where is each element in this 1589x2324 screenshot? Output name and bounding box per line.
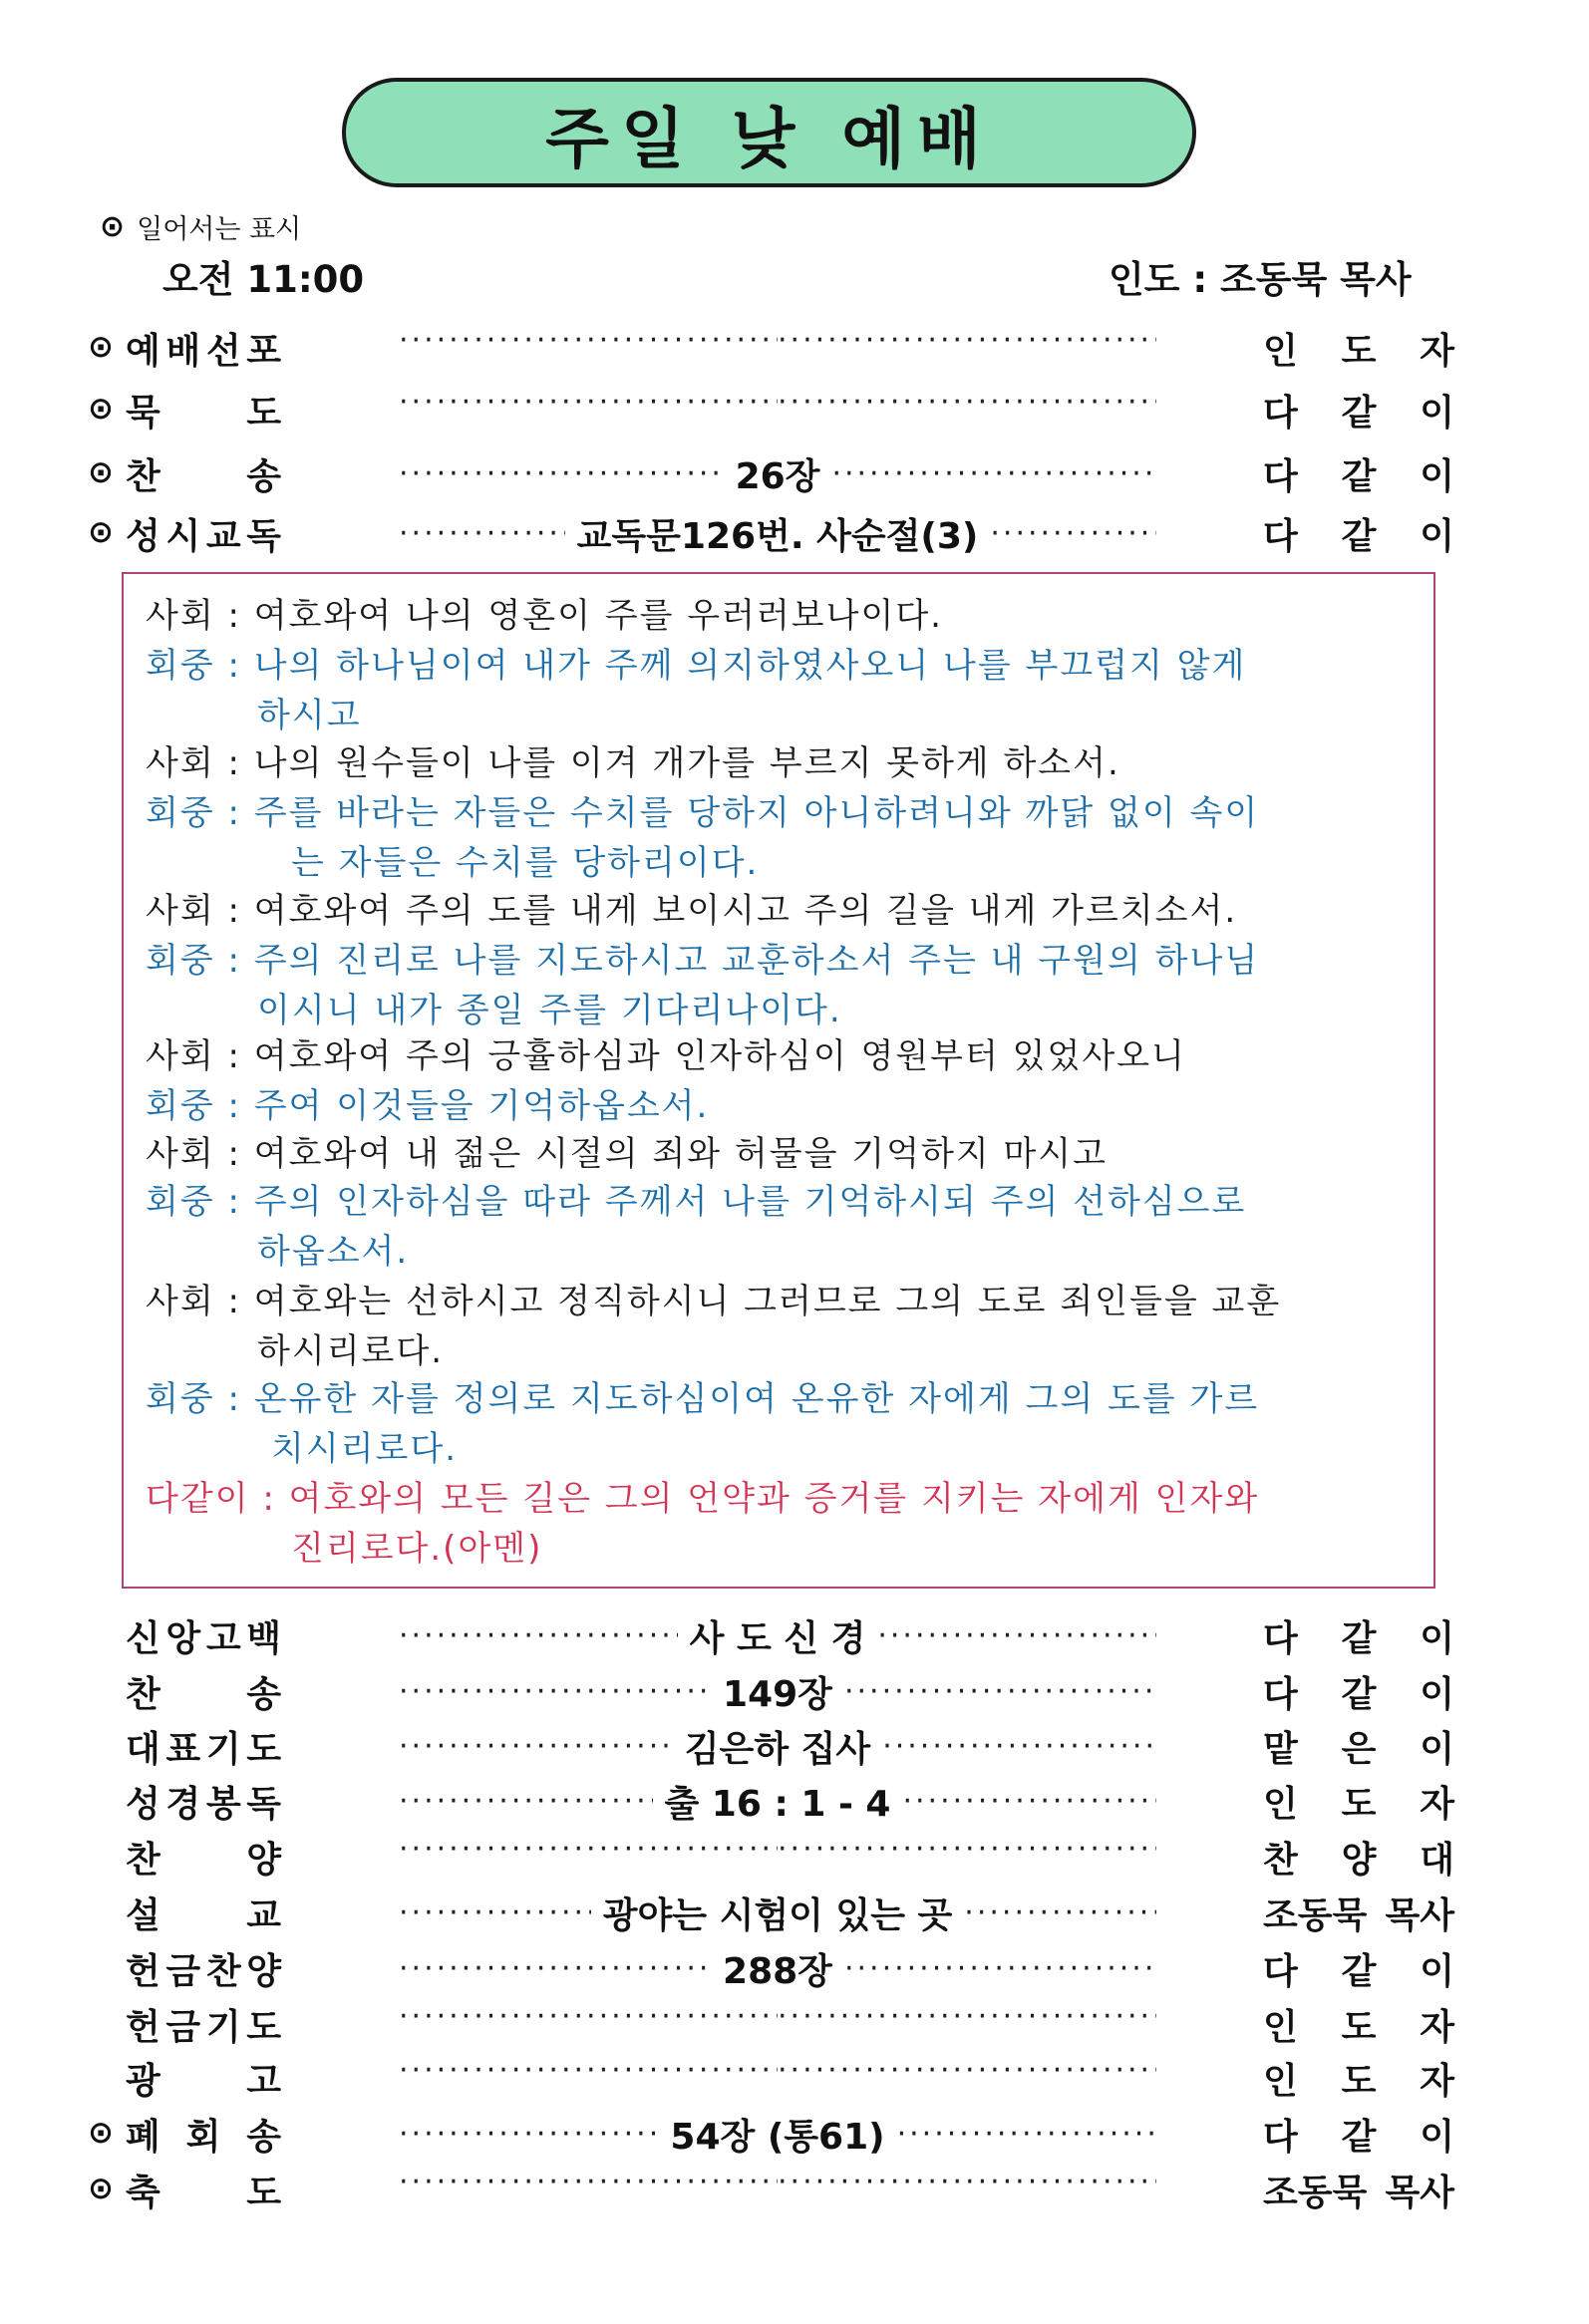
order-item-person: 맡 은 이: [1263, 1729, 1454, 1770]
reading-line: 이시니 내가 종일 주를 기다리나이다.: [257, 991, 842, 1030]
page-title: 주일 낮 예배: [545, 100, 993, 177]
order-item-detail: [399, 323, 1156, 358]
order-item: [0, 1664, 1589, 1716]
dot-leader: [902, 1784, 1156, 1819]
order-item-label: 예 배 선 포: [126, 331, 281, 372]
reading-line: 회중 : 주의 인자하심을 따라 주께서 나를 기억하시되 주의 선하심으로: [146, 1182, 1247, 1222]
order-item-detail: [399, 1610, 1156, 1661]
order-item-person: 다 같 이: [1263, 456, 1454, 497]
reading-line: 회중 : 나의 하나님이여 내가 주께 의지하였사오니 나를 부끄럽지 않게: [146, 646, 1247, 686]
dot-leader: [882, 1729, 1156, 1764]
dot-leader: [897, 2117, 1156, 2152]
order-item-person: 다 같 이: [1263, 2117, 1454, 2158]
order-item-person: 다 같 이: [1263, 1674, 1454, 1715]
reading-line: 회중 : 주를 바라는 자들은 수치를 당하지 아니하려니와 까닭 없이 속이: [146, 793, 1260, 833]
order-item-value: 김은하 집사: [684, 1729, 871, 1770]
order-item-label: 찬 양: [126, 1840, 281, 1881]
dot-leader: [990, 516, 1156, 551]
dot-leader: [399, 2165, 778, 2199]
order-item: [0, 506, 1589, 558]
dot-leader: [399, 385, 778, 420]
order-item-person: 조동묵 목사: [1263, 1895, 1454, 1936]
order-item-label: 축 도: [126, 2173, 281, 2213]
reading-line: 는 자들은 수치를 당하리이다.: [291, 843, 760, 883]
dot-leader: [778, 323, 1156, 358]
order-item: [0, 1997, 1589, 2049]
order-item-person: 인 도 자: [1263, 2061, 1454, 2102]
dot-leader: [844, 1951, 1156, 1986]
order-item-person: 다 같 이: [1263, 1951, 1454, 1992]
reading-line: 다같이 : 여호와의 모든 길은 그의 언약과 증거를 지키는 자에게 인자와: [146, 1479, 1260, 1519]
reading-line: 사회 : 여호와여 내 젊은 시절의 죄와 허물을 기억하지 마시고: [146, 1134, 1108, 1174]
dot-leader: [778, 1832, 1156, 1867]
dot-leader: [399, 323, 778, 358]
order-item: [0, 2107, 1589, 2159]
reading-line: 사회 : 여호와는 선하시고 정직하시니 그러므로 그의 도로 죄인들을 교훈: [146, 1282, 1282, 1321]
reading-line: 사회 : 여호와여 주의 도를 내게 보이시고 주의 길을 내게 가르치소서.: [146, 891, 1238, 931]
dot-leader: [399, 1895, 591, 1930]
order-item-label: 폐 회 송: [126, 2117, 281, 2158]
order-item-value: 출 16 : 1 - 4: [664, 1784, 891, 1825]
dot-leader: [399, 2117, 658, 2152]
dot-leader: [399, 1729, 673, 1764]
order-item: [0, 1886, 1589, 1937]
title-banner: [342, 78, 1196, 187]
order-item-detail: [399, 2165, 1156, 2199]
dot-leader: [399, 1999, 778, 2034]
order-item: [0, 2051, 1589, 2103]
reading-line: 회중 : 주여 이것들을 기억하옵소서.: [146, 1086, 710, 1126]
dot-leader: [778, 2053, 1156, 2088]
reading-line: 하시고: [257, 696, 362, 735]
order-item-label: 광 고: [126, 2061, 281, 2102]
order-item-person: 찬 양 대: [1263, 1840, 1454, 1881]
dot-leader: [399, 516, 565, 551]
order-item-label: 헌 금 찬 양: [126, 1951, 281, 1992]
order-item-detail: [399, 1776, 1156, 1827]
order-item: [0, 1608, 1589, 1660]
responsive-reading-box: [122, 572, 1435, 1589]
reading-line: 회중 : 주의 진리로 나를 지도하시고 교훈하소서 주는 내 구원의 하나님: [146, 941, 1260, 981]
order-item-value: 광야는 시험이 있는 곳: [602, 1895, 953, 1936]
standing-mark-icon: ⊙: [88, 454, 114, 490]
order-item-detail: [399, 448, 1156, 499]
order-item-label: 대 표 기 도: [126, 1729, 281, 1770]
order-item-label: 성 경 봉 독: [126, 1784, 281, 1825]
order-item-label: 헌 금 기 도: [126, 2007, 281, 2048]
standing-mark-icon: ⊙: [100, 208, 126, 244]
standing-mark-icon: ⊙: [88, 514, 114, 550]
order-item-person: 조동묵 목사: [1263, 2173, 1454, 2213]
order-item-detail: [399, 1999, 1156, 2034]
standing-mark-icon: ⊙: [88, 2115, 114, 2151]
order-item: [0, 2163, 1589, 2214]
reading-line: 하옵소서.: [257, 1232, 410, 1272]
dot-leader: [778, 1999, 1156, 2034]
order-item-label: 성 시 교 독: [126, 516, 281, 557]
reading-line: 회중 : 온유한 자를 정의로 지도하심이여 온유한 자에게 그의 도를 가르: [146, 1379, 1260, 1419]
order-item-value: 교독문126번. 사순절(3): [576, 516, 979, 557]
reading-line: 치시리로다.: [271, 1429, 459, 1469]
standing-mark-icon: ⊙: [88, 391, 114, 427]
order-item-label: 설 교: [126, 1895, 281, 1936]
order-item: [0, 321, 1589, 373]
order-item-value: 26장: [735, 456, 820, 497]
order-item: [0, 1774, 1589, 1826]
order-item-label: 묵 도: [126, 393, 281, 434]
order-item-detail: [399, 1832, 1156, 1867]
service-time: 오전 11:00: [162, 258, 365, 301]
dot-leader: [778, 2165, 1156, 2199]
reading-line: 하시리로다.: [257, 1331, 445, 1371]
dot-leader: [399, 1618, 678, 1653]
order-item-person: 인 도 자: [1263, 1784, 1454, 1825]
dot-leader: [964, 1895, 1156, 1930]
standing-mark-icon: ⊙: [88, 329, 114, 365]
dot-leader: [399, 1951, 711, 1986]
order-item: [0, 446, 1589, 498]
standing-legend: [100, 207, 301, 246]
order-item-detail: [399, 1888, 1156, 1938]
service-leader: 인도 : 조동묵 목사: [1109, 258, 1412, 301]
dot-leader: [844, 1674, 1156, 1709]
order-item-detail: [399, 2109, 1156, 2160]
order-item-detail: [399, 1666, 1156, 1717]
standing-mark-icon: ⊙: [88, 2171, 114, 2206]
order-item-detail: [399, 508, 1156, 559]
order-item-detail: [399, 385, 1156, 420]
order-item: [0, 1830, 1589, 1882]
order-item-value: 288장: [723, 1951, 832, 1992]
dot-leader: [399, 2053, 778, 2088]
order-item-detail: [399, 1721, 1156, 1772]
dot-leader: [831, 456, 1156, 491]
reading-line: 사회 : 나의 원수들이 나를 이겨 개가를 부르지 못하게 하소서.: [146, 743, 1120, 783]
reading-line: 진리로다.(아멘): [291, 1529, 543, 1569]
order-item-detail: [399, 2053, 1156, 2088]
order-item-person: 다 같 이: [1263, 393, 1454, 434]
dot-leader: [399, 1832, 778, 1867]
order-item-person: 다 같 이: [1263, 516, 1454, 557]
dot-leader: [399, 1784, 653, 1819]
dot-leader: [877, 1618, 1156, 1653]
order-item: [0, 1719, 1589, 1771]
order-item-person: 다 같 이: [1263, 1618, 1454, 1659]
order-item-value: 사 도 신 경: [689, 1618, 866, 1659]
order-item-value: 149장: [723, 1674, 832, 1715]
order-item-person: 인 도 자: [1263, 2007, 1454, 2048]
legend-text: 일어서는 표시: [137, 214, 302, 245]
order-item-value: 54장 (통61): [670, 2117, 885, 2158]
order-item: [0, 1941, 1589, 1993]
order-item: [0, 383, 1589, 435]
dot-leader: [399, 456, 724, 491]
reading-line: 사회 : 여호와여 주의 긍휼하심과 인자하심이 영원부터 있었사오니: [146, 1036, 1186, 1076]
order-item-label: 찬 송: [126, 456, 281, 497]
reading-line: 사회 : 여호와여 나의 영혼이 주를 우러러보나이다.: [146, 596, 943, 636]
order-item-person: 인 도 자: [1263, 331, 1454, 372]
dot-leader: [399, 1674, 711, 1709]
order-item-detail: [399, 1943, 1156, 1994]
dot-leader: [778, 385, 1156, 420]
order-item-label: 신 앙 고 백: [126, 1618, 281, 1659]
order-item-label: 찬 송: [126, 1674, 281, 1715]
